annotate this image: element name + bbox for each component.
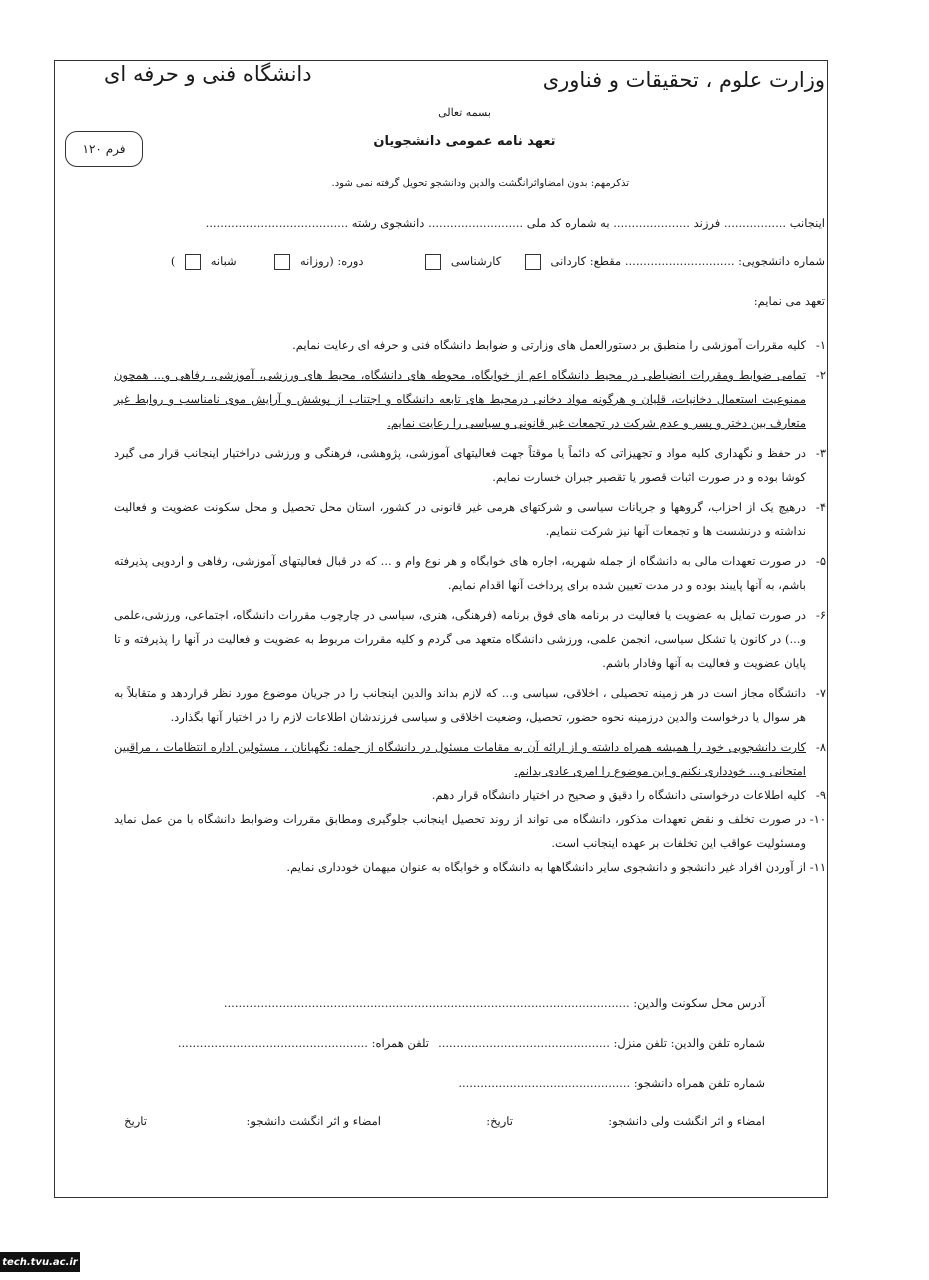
form-number: فرم ۱۲۰ <box>82 142 126 156</box>
list-item <box>114 735 824 783</box>
item-text: کلیه اطلاعات درخواستی دانشگاه را دقیق و صحیح در اختیار دانشگاه قرار دهم. <box>431 788 806 802</box>
guardian-date-label: تاریخ: <box>486 1114 513 1128</box>
form-number-badge <box>65 131 143 167</box>
list-item <box>114 441 824 489</box>
item-number: ۶- <box>815 608 826 622</box>
list-item <box>114 333 824 357</box>
student-number-label: شماره دانشجویی: .............................. مقطع: کاردانی <box>550 254 825 268</box>
item-text: کلیه مقررات آموزشی را منطبق بر دستورالعمل های وزارتی و ضوابط دانشگاه فنی و حرفه ای رعایت نمایم. <box>292 338 806 352</box>
list-item <box>114 495 824 543</box>
commit-heading: تعهد می نمایم: <box>753 294 825 308</box>
item-number: ۸- <box>815 740 826 754</box>
item-text: از آوردن افراد غیر دانشجو و دانشجوی سایر دانشگاهها به دانشگاه و خوابگاه به عنوان میهمان خودداری نمایم. <box>286 860 806 874</box>
item-number: ۳- <box>815 446 826 460</box>
list-item <box>114 603 824 675</box>
item-number: ۱- <box>815 338 826 352</box>
item-number: ۱۰- <box>809 812 826 826</box>
list-item <box>114 783 824 807</box>
list-item <box>114 855 824 879</box>
item-number: ۹- <box>815 788 826 802</box>
evening-label: شبانه <box>210 254 237 268</box>
item-text: کارت دانشجویی خود را همیشه همراه داشته و از ارائه آن به مقامات مسئول در دانشگاه از جمله: نگهبانان ، مسئولین اداره انتظامات ، مراقبین امتحانی و... خودداری نکنم و این موضوع را امری عادی بدانم. <box>114 740 806 778</box>
item-number: ۷- <box>815 686 826 700</box>
ministry-name: وزارت علوم ، تحقیقات و فناوری <box>542 68 825 92</box>
item-number: ۲- <box>815 368 826 382</box>
student-number-row <box>171 254 825 270</box>
list-item <box>114 549 824 597</box>
guardian-signature-label: امضاء و اثر انگشت ولی دانشجو: <box>608 1114 765 1128</box>
item-text: در حفظ و نگهداری کلیه مواد و تجهیزاتی که دائماً یا موقتاً جهت فعالیتهای آموزشی، پژوهشی، فرهنگی و ورزشی دراختیار اینجانب قرار می گیرد کوشا بوده و در صورت اثبات قصور یا تقصیر جبران خسارت نمایم. <box>114 446 806 484</box>
list-item <box>114 807 824 855</box>
close-paren: ) <box>170 254 176 268</box>
bismillah: بسمه تعالی <box>438 106 491 119</box>
mobile-phone-field: تلفن همراه: .................................................... <box>177 1036 429 1050</box>
item-number: ۵- <box>815 554 826 568</box>
list-item <box>114 363 824 435</box>
bachelor-label: کارشناسی <box>450 254 502 268</box>
home-phone-field: شماره تلفن والدین: تلفن منزل: ............................................... <box>438 1036 765 1050</box>
item-number: ۱۱- <box>809 860 826 874</box>
item-text: تمامی ضوابط ومقررات انضباطی در محیط دانشگاه اعم از خوابگاه، محوطه های دانشگاه، محیط های ورزشی، آموزشی، رفاهی و... همچون ممنوعیت استعمال دخانیات، قلیان و هرگونه مواد دخانی درمحیط های تابعه دانشگاه و اجتناب از پوشش و آرایش موی نامناسب و روابط غیر متعارف بین دختر و پسر و عدم شرکت در تجمعات غیر قانونی و سیاسی را رعایت نمایم. <box>114 368 806 430</box>
list-item <box>114 681 824 729</box>
student-signature-label: امضاء و اثر انگشت دانشجو: <box>246 1114 381 1128</box>
parents-address-field: آدرس محل سکونت والدین: ............................................................................................................... <box>223 996 765 1010</box>
university-name: دانشگاه فنی و حرفه ای <box>104 62 312 86</box>
student-info-line: اینجانب ................. فرزند ..................... به شماره کد ملی .......................... دانشجوی رشته ....................................... <box>205 216 825 230</box>
associate-checkbox[interactable] <box>525 254 541 270</box>
item-number: ۴- <box>815 500 826 514</box>
evening-checkbox[interactable] <box>185 254 201 270</box>
commitments-list <box>114 333 824 879</box>
student-date-label: تاریخ <box>124 1114 147 1128</box>
bachelor-checkbox[interactable] <box>425 254 441 270</box>
important-note: تذکرمهم: بدون امضاواثرانگشت والدین ودانشجو تحویل گرفته نمی شود. <box>331 178 629 189</box>
site-watermark: tech.tvu.ac.ir <box>0 1252 80 1272</box>
student-phone-field: شماره تلفن همراه دانشجو: ............................................... <box>458 1076 765 1090</box>
item-text: در صورت تعهدات مالی به دانشگاه از جمله شهریه، اجاره های خوابگاه و هر نوع وام و ... که در قبال فعالیتهای آموزشی، رفاهی و اردویی پذیرفته باشم، به آنها پایبند بوده و در مدت تعیین شده برای پرداخت آنها اقدام نمایم. <box>114 554 806 592</box>
document-title: تعهد نامه عمومی دانشجویان <box>373 134 556 149</box>
course-label: دوره: (روزانه <box>300 254 364 268</box>
item-text: در صورت تمایل به عضویت یا فعالیت در برنامه های فوق برنامه (فرهنگی، هنری، سیاسی در چارچوب مقررات دانشگاه، اجتماعی، ورزشی،علمی و...) در کانون یا تشکل سیاسی، انجمن علمی، ورزشی دانشگاه متعهد می گردم و کلیه مقررات مربوط به عضویت و فعالیت در آنها را پذیرفته و تا پایان عضویت و فعالیت به آنها وفادار باشم. <box>114 608 806 670</box>
item-text: در صورت تخلف و نقض تعهدات مذکور، دانشگاه می تواند از روند تحصیل اینجانب جلوگیری ومطابق مقررات وضوابط دانشگاه با من عمل نماید ومسئولیت عواقب این تخلفات بر عهده اینجانب است. <box>114 812 806 850</box>
item-text: درهیچ یک از احزاب، گروهها و جریانات سیاسی و شرکتهای هرمی غیر قانونی در کشور، استان محل تحصیل و محل سکونت عضویت و فعالیت نداشته و درنشست ها و تجمعات آنها نیز شرکت ننمایم. <box>114 500 806 538</box>
daytime-checkbox[interactable] <box>274 254 290 270</box>
item-text: دانشگاه مجاز است در هر زمینه تحصیلی ، اخلاقی، سیاسی و... که لازم بداند والدین اینجانب را در جریان موضوع مورد نظر قراردهد و متقابلاً به هر سوال یا درخواست والدین درزمینه نحوه حضور، تحصیل، وضعیت اخلاقی و سیاسی فرزندشان اطلاعات لازم را در اختیار آنها بگذارد. <box>114 686 806 724</box>
